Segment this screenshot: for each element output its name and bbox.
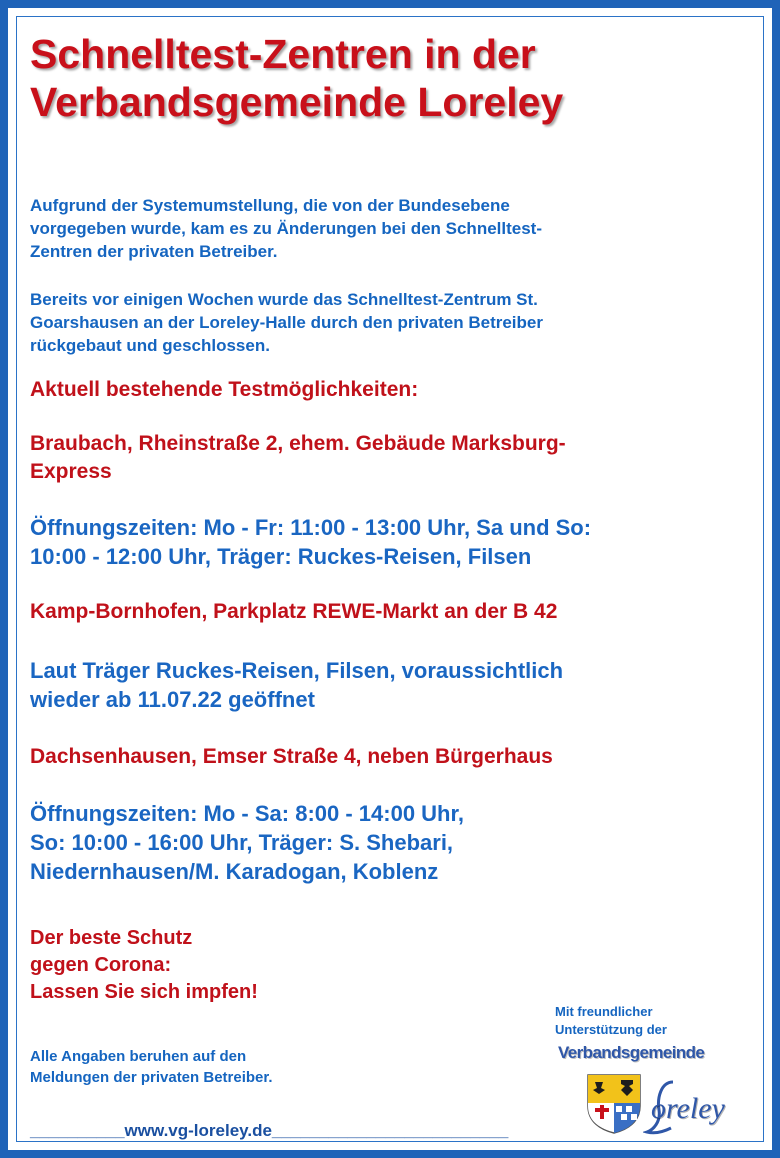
coat-of-arms-icon xyxy=(585,1072,643,1134)
logo-wordmark-top: Verbandsgemeinde xyxy=(558,1043,705,1062)
title-line-2: Verbandsgemeinde Loreley xyxy=(30,79,564,125)
sponsor-note: Mit freundlicher Unterstützung der xyxy=(555,1004,667,1037)
location-1-info: Öffnungszeiten: Mo - Fr: 11:00 - 13:00 Uhr, Sa und So: 10:00 - 12:00 Uhr, Träger: Ruckes-Reisen, Filsen xyxy=(30,515,592,569)
title-line-1: Schnelltest-Zentren in der xyxy=(30,31,536,77)
current-heading: Aktuell bestehende Testmöglichkeiten: xyxy=(30,378,419,401)
intro-paragraph-2: Bereits vor einigen Wochen wurde das Schnelltest-Zentrum St. Goarshausen an der Loreley-Halle durch den privaten Betreiber rückgebaut und geschlossen. xyxy=(30,290,543,355)
website-link[interactable]: __________www.vg-loreley.de_________________________ xyxy=(30,1121,509,1140)
location-2-place: Kamp-Bornhofen, Parkplatz REWE-Markt an der B 42 xyxy=(30,600,558,623)
location-2-info: Laut Träger Ruckes-Reisen, Filsen, voraussichtlich wieder ab 11.07.22 geöffnet xyxy=(30,658,564,712)
vaccination-call: Der beste Schutz gegen Corona: Lassen Sie sich impfen! xyxy=(30,927,258,1003)
location-3-place: Dachsenhausen, Emser Straße 4, neben Bürgerhaus xyxy=(30,745,553,768)
location-1-place: Braubach, Rheinstraße 2, ehem. Gebäude Marksburg- Express xyxy=(30,432,566,483)
page-title xyxy=(30,30,750,126)
disclaimer: Alle Angaben beruhen auf den Meldungen der privaten Betreiber. xyxy=(30,1048,273,1086)
intro-paragraph-1: Aufgrund der Systemumstellung, die von der Bundesebene vorgegeben wurde, kam es zu Änderungen bei den Schnelltest- Zentren der privaten Betreiber. xyxy=(30,196,542,261)
vg-loreley-logo xyxy=(555,1042,760,1137)
logo-wordmark-bottom: oreley xyxy=(651,1092,725,1125)
location-3-info: Öffnungszeiten: Mo - Sa: 8:00 - 14:00 Uhr, So: 10:00 - 16:00 Uhr, Träger: S. Shebari, Niedernhausen/M. Karadogan, Koblenz xyxy=(30,801,464,884)
